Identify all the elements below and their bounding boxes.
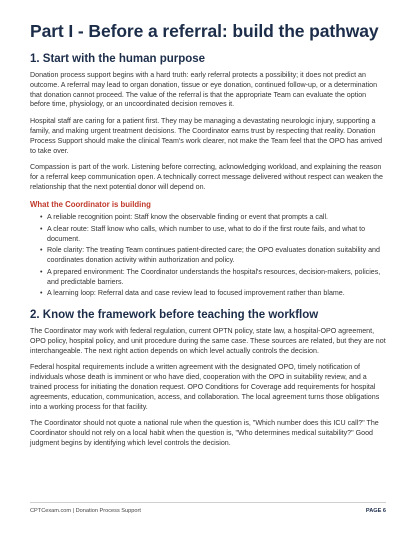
bullet-list [30,213,386,299]
paragraph: Compassion is part of the work. Listening before correcting, acknowledging workload, and explaining the reason for a referral keep communication open. A technically correct message delivered without respect can weaken the relationship that the next potential donor will depend on. [30,163,383,191]
list-item: • A prepared environment: The Coordinator understands the hospital's resources, decision-makers, policies, and predictable barriers. [40,268,386,288]
list-item: • A learning loop: Referral data and case review lead to focused improvement rather than blame. [40,289,386,299]
list-item: • A reliable recognition point: Staff know the observable finding or event that prompts a call. [40,213,386,223]
list-item: • Role clarity: The treating Team continues patient-directed care; the OPO evaluates donation suitability and coordinates donation activity within authorization and policy. [40,246,386,266]
page-number: PAGE 6 [365,508,386,514]
footer-source: CPTCexam.com | Donation Process Support [30,508,141,514]
page-footer [30,502,386,514]
paragraph: The Coordinator should not quote a national rule when the question is, "Which number does this ICU call?" The Coordinator should not rely on a local habit when the question is, "Who determines medical suitability?" Good judgment begins by identifying which level controls the decision. [30,419,379,447]
page-title: Part I - Before a referral: build the pathway [30,21,379,41]
section-heading-human-purpose: 1. Start with the human purpose [30,53,206,66]
paragraph: Federal hospital requirements include a written agreement with the designated OPO, timely notification of individuals whose death is imminent or who have died, cooperation with the OPO in suitability review, and a trained process for initiating the donation request. OPO Conditions for Coverage add requirements for hospital agreements, education, communication, access, and collaboration. The local agreement turns those obligations into a working process for that facility. [30,363,380,411]
paragraph: The Coordinator may work with federal regulation, current OPTN policy, state law, a hospital-OPO agreement, OPO policy, hospital policy, and unit procedure during the same case. These sources are related, but they are not interchangeable. The next right action depends on which level actually controls the decision. [30,327,386,355]
section-heading-framework: 2. Know the framework before teaching the workflow [30,309,319,322]
subheading-coordinator-building: What the Coordinator is building [30,199,151,209]
list-item: • A clear route: Staff know who calls, which number to use, what to do if the first route fails, and what to document. [40,225,386,245]
paragraph: Hospital staff are caring for a patient first. They may be managing a devastating neurologic injury, supporting a family, and making urgent treatment decisions. The Coordinator earns trust by respecting that reality. Donation Process Support should make the clinical Team's work clearer, not make the Team feel that the OPO has arrived to take over. [30,117,383,155]
paragraph: Donation process support begins with a hard truth: early referral protects a possibility; it does not predict an outcome. A referral may lead to organ donation, tissue or eye donation, continued follow-up, or a determination that donation cannot proceed. The value of the referral is that the appropriate Team can evaluate the option before time, physiology, or an uncoordinated decision removes it. [30,71,378,109]
